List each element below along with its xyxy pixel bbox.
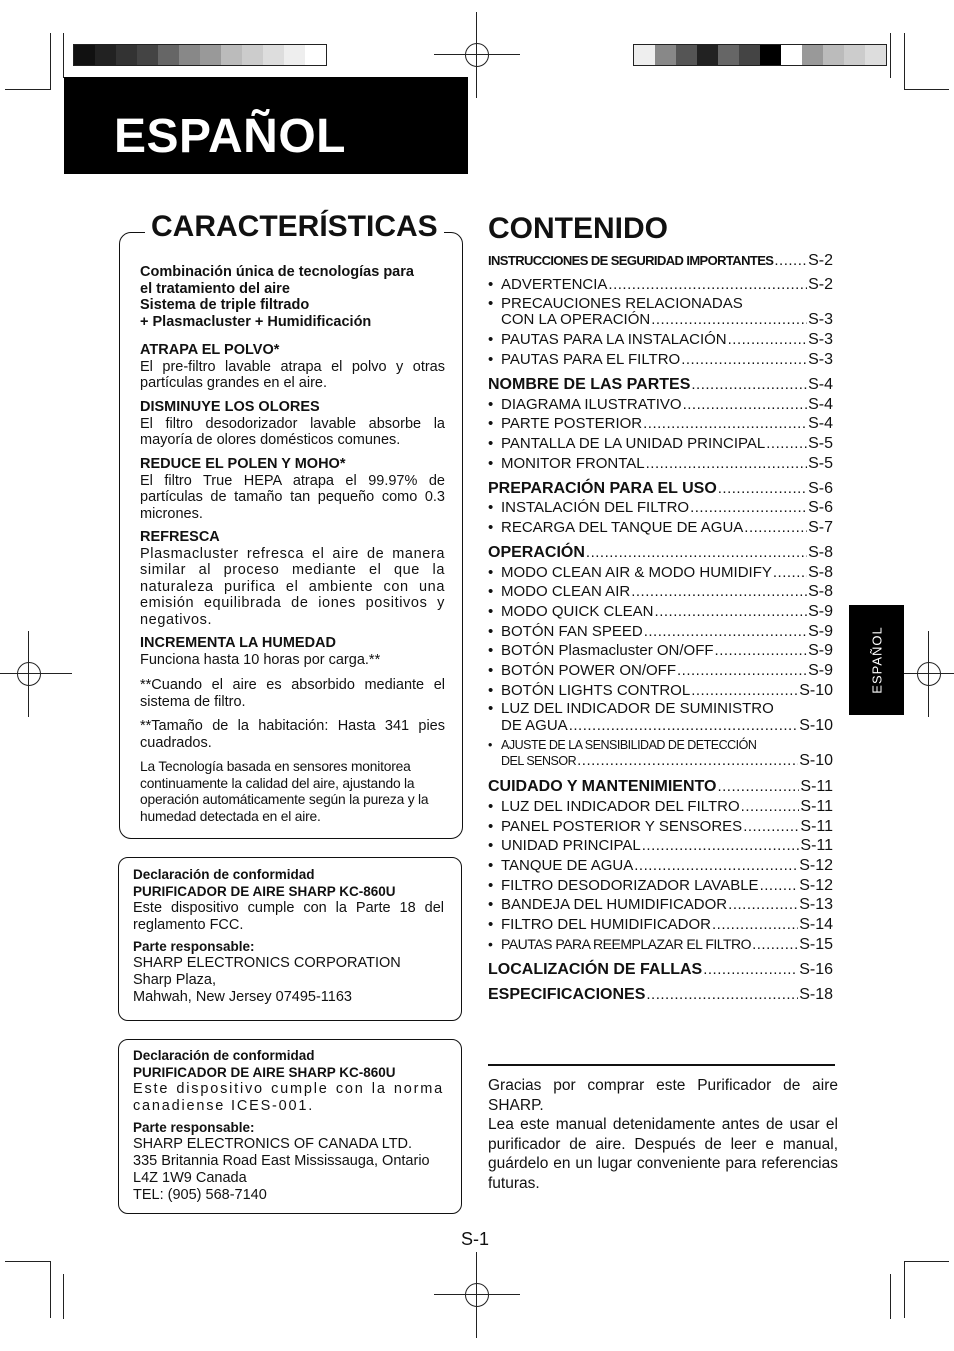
declaration-model: PURIFICADOR DE AIRE SHARP KC-860U [133,1065,396,1080]
toc-bullet: • [488,738,493,752]
declaration-ca [133,1047,444,1204]
declaration-title: Declaración de conformidad [133,867,315,882]
toc-entry[interactable]: • ADVERTENCIA ..... S-2 [488,276,833,294]
contents-title: CONTENIDO [488,212,668,245]
intro-line: el tratamiento del aire [140,280,290,297]
toc-entry[interactable]: CUIDADO Y MANTENIMIENTO ..... S-11 [488,778,833,796]
thanks-paragraph: Lea este manual detenidamente antes de usar el purificador de aire. Después de leer e manual, guárdelo en un lugar conveniente para referencias futuras. [488,1116,838,1192]
crop-mark [63,33,64,78]
toc-entry[interactable]: • FILTRO DEL HUMIDIFICADOR ..... S-14 [488,916,833,934]
toc-entry[interactable]: • BOTÓN LIGHTS CONTROL ..... S-10 [488,682,833,700]
feature-heading: ATRAPA EL POLVO* [140,342,280,358]
features-title: CARACTERÍSTICAS [145,210,444,244]
title-banner [64,77,468,174]
toc-entry[interactable]: • BANDEJA DEL HUMIDIFICADOR ..... S-13 [488,896,833,914]
features-intro [140,264,445,330]
toc-entry[interactable]: ESPECIFICACIONES ..... S-18 [488,986,833,1004]
toc-entry[interactable]: • RECARGA DEL TANQUE DE AGUA ..... S-7 [488,519,833,537]
toc-entry[interactable]: • PANTALLA DE LA UNIDAD PRINCIPAL ..... S-5 [488,435,833,453]
feature-item [140,456,445,522]
feature-text: El pre-filtro lavable atrapa el polvo y otras partículas grandes en el aire. [140,358,445,391]
declaration-title: Declaración de conformidad [133,1048,315,1063]
toc-entry[interactable]: • MODO CLEAN AIR & MODO HUMIDIFY ..... S-8 [488,564,833,582]
crop-mark [50,33,51,90]
toc-entry[interactable]: • BOTÓN FAN SPEED ..... S-9 [488,623,833,641]
crop-mark [5,1261,50,1262]
language-side-tab [849,605,904,715]
feature-heading: REFRESCA [140,529,220,545]
toc-entry[interactable]: • LUZ DEL INDICADOR DEL FILTRO ..... S-11 [488,798,833,816]
address-line: 335 Britannia Road East Mississauga, Ontario [133,1153,430,1169]
toc-entry[interactable]: • INSTALACIÓN DEL FILTRO ..... S-6 [488,499,833,517]
feature-text: El filtro desodorizador lavable absorbe la mayoría de olores domésticos comunes. [140,415,445,448]
crop-mark [63,1274,64,1319]
crop-mark [5,89,50,90]
address-line: SHARP ELECTRONICS OF CANADA LTD. [133,1136,413,1152]
address-line: Mahwah, New Jersey 07495-1163 [133,989,352,1005]
toc-entry[interactable]: • BOTÓN Plasmacluster ON/OFF ..... S-9 [488,642,833,660]
toc-entry[interactable]: • PARTE POSTERIOR ..... S-4 [488,415,833,433]
toc-entry[interactable]: PREPARACIÓN PARA EL USO ..... S-6 [488,480,833,498]
toc-entry[interactable]: CON LA OPERACIÓN ..... S-3 [501,311,833,329]
toc-entry[interactable]: • TANQUE DE AGUA ..... S-12 [488,857,833,875]
toc-entry[interactable]: OPERACIÓN ..... S-8 [488,544,833,562]
feature-text: Plasmacluster refresca el aire de manera similar al proceso mediante el que la naturaleza purifica el ambiente con una emisión equilibrada de iones positivos y negativos. [140,545,445,628]
declaration-text: Este dispositivo cumple con la norma canadiense ICES-001. [133,1081,444,1114]
toc-entry[interactable]: DE AGUA ..... S-10 [501,717,833,735]
feature-item [140,399,445,449]
page-number: S-1 [461,1229,490,1249]
feature-item [140,342,445,392]
feature-item [140,635,445,668]
registration-mark-bottom [434,1252,520,1338]
crop-mark [890,33,891,78]
feature-item [140,529,445,628]
declaration-model: PURIFICADOR DE AIRE SHARP KC-860U [133,884,396,899]
toc-entry[interactable]: DEL SENSOR ..... S-10 [501,752,833,770]
page-title: ESPAÑOL [114,110,346,163]
declaration-text: Este dispositivo cumple con la Parte 18 del reglamento FCC. [133,900,444,933]
crop-mark [904,1261,905,1318]
intro-line: + Plasmacluster + Humidificación [140,313,372,330]
intro-line: Combinación única de tecnologías para [140,264,414,280]
toc-entry[interactable]: NOMBRE DE LAS PARTES ..... S-4 [488,376,833,394]
toc-entry[interactable]: • FILTRO DESODORIZADOR LAVABLE ..... S-12 [488,877,833,895]
toc-entry[interactable]: • MODO CLEAN AIR ..... S-8 [488,583,833,601]
toc-entry[interactable]: • PAUTAS PARA REEMPLAZAR EL FILTRO ..... S-15 [488,936,833,954]
crop-mark [904,33,905,90]
address-line: SHARP ELECTRONICS CORPORATION [133,955,401,971]
thanks-text [488,1076,838,1193]
crop-mark [904,1261,949,1262]
toc-entry[interactable]: • DIAGRAMA ILUSTRATIVO ..... S-4 [488,396,833,414]
declaration-us [133,866,444,1006]
color-bar-right [633,44,887,66]
intro-line: Sistema de triple filtrado [140,297,310,313]
feature-note: **Tamaño de la habitación: Hasta 341 pies cuadrados. [140,718,445,751]
responsible-party-label: Parte responsable: [133,1120,255,1135]
feature-note: **Cuando el aire es absorbido mediante el sistema de filtro. [140,677,445,710]
feature-heading: INCREMENTA LA HUMEDAD [140,635,337,651]
feature-text: El filtro True HEPA atrapa el 99.97% de partículas de tamaño tan pequeño como 0.3 micrones. [140,472,445,522]
feature-note: La Tecnología basada en sensores monitorea continuamente la calidad del aire, ajustando la operación automáticamente según la pureza y la humedad detectada en el aire. [140,759,429,824]
toc-entry[interactable]: • PAUTAS PARA LA INSTALACIÓN ..... S-3 [488,331,833,349]
color-bar-left [73,44,327,66]
toc-entry-pre: LUZ DEL INDICADOR DE SUMINISTRO [501,700,774,717]
side-tab-label: ESPAÑOL [869,626,884,694]
registration-mark-left [0,631,72,717]
thanks-paragraph: Gracias por comprar este Purificador de aire SHARP. [488,1077,838,1114]
address-line: TEL: (905) 568-7140 [133,1187,267,1203]
crop-mark [50,1261,51,1318]
toc-entry[interactable]: • BOTÓN POWER ON/OFF ..... S-9 [488,662,833,680]
address-line: L4Z 1W9 Canada [133,1170,247,1186]
toc-entry[interactable]: • UNIDAD PRINCIPAL ..... S-11 [488,837,833,855]
toc-bullet: • [488,295,494,312]
crop-mark [904,89,949,90]
feature-heading: DISMINUYE LOS OLORES [140,399,320,415]
feature-text: Funciona hasta 10 horas por carga.** [140,651,381,668]
crop-mark [890,1274,891,1319]
divider [488,1064,835,1066]
toc-bullet: • [488,700,494,717]
toc-entry[interactable]: • MONITOR FRONTAL ..... S-5 [488,455,833,473]
toc-entry[interactable]: INSTRUCCIONES DE SEGURIDAD IMPORTANTES ..... S-2 [488,252,833,270]
toc-entry[interactable]: • MODO QUICK CLEAN ..... S-9 [488,603,833,621]
address-line: Sharp Plaza, [133,972,217,988]
toc-entry[interactable]: • PANEL POSTERIOR Y SENSORES ..... S-11 [488,818,833,836]
responsible-party-label: Parte responsable: [133,939,255,954]
toc-entry-pre: PRECAUCIONES RELACIONADAS [501,295,743,312]
toc-entry[interactable]: LOCALIZACIÓN DE FALLAS ..... S-16 [488,961,833,979]
feature-heading: REDUCE EL POLEN Y MOHO* [140,456,346,472]
toc-entry-pre: AJUSTE DE LA SENSIBILIDAD DE DETECCIÓN [501,738,757,752]
toc-entry[interactable]: • PAUTAS PARA EL FILTRO ..... S-3 [488,351,833,369]
